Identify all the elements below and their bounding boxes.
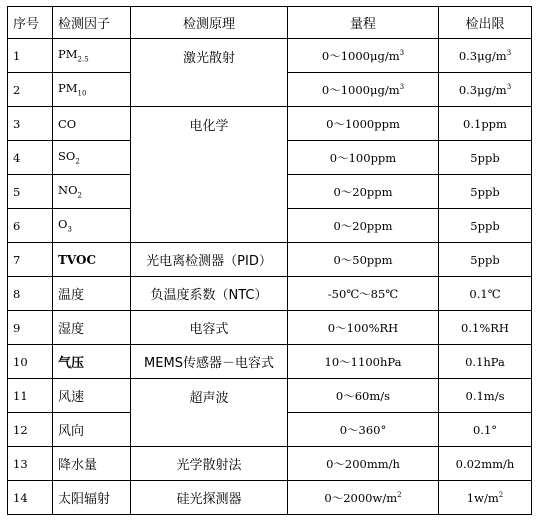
table-row <box>8 345 532 379</box>
cell-factor: 风速 <box>53 379 131 413</box>
cell-range: 0～1000ppm <box>288 107 439 141</box>
cell-no: 2 <box>8 73 53 107</box>
cell-factor: 风向 <box>53 413 131 447</box>
cell-limit: 5ppb <box>439 209 532 243</box>
table-header-row <box>8 7 532 39</box>
cell-factor: $SO_2$ <box>53 141 131 175</box>
cell-limit: 0.1hPa <box>439 345 532 379</box>
cell-no: 10 <box>8 345 53 379</box>
cell-limit: 0.1℃ <box>439 277 532 311</box>
header-range: 量程 <box>288 7 439 39</box>
table-row <box>8 243 532 277</box>
cell-no: 6 <box>8 209 53 243</box>
cell-factor: 太阳辐射 <box>53 481 131 515</box>
cell-range: 10～1100hPa <box>288 345 439 379</box>
cell-limit: $0.3\mu g/m^3$ <box>439 73 532 107</box>
cell-range: $0\sim 1000\mu g/m^3$ <box>288 73 439 107</box>
cell-factor: 温度 <box>53 277 131 311</box>
cell-limit: 5ppb <box>439 175 532 209</box>
cell-range: -50℃～85℃ <box>288 277 439 311</box>
cell-principle-pid: 光电离检测器（PID） <box>131 243 288 277</box>
cell-no: 11 <box>8 379 53 413</box>
cell-range: 0～360° <box>288 413 439 447</box>
cell-factor: $PM_{10}$ <box>53 73 131 107</box>
cell-no: 5 <box>8 175 53 209</box>
table-row <box>8 311 532 345</box>
table-row <box>8 481 532 515</box>
cell-factor: 降水量 <box>53 447 131 481</box>
cell-limit: 5ppb <box>439 243 532 277</box>
cell-limit: $1w/m^2$ <box>439 481 532 515</box>
cell-no: 8 <box>8 277 53 311</box>
header-principle: 检测原理 <box>131 7 288 39</box>
cell-factor: $O_3$ <box>53 209 131 243</box>
cell-factor: TVOC <box>53 243 131 277</box>
table-row <box>8 107 532 141</box>
cell-no: 12 <box>8 413 53 447</box>
cell-factor: 湿度 <box>53 311 131 345</box>
cell-limit: 5ppb <box>439 141 532 175</box>
cell-no: 7 <box>8 243 53 277</box>
cell-no: 1 <box>8 39 53 73</box>
spec-table-container <box>7 6 532 515</box>
cell-limit: $0.3\mu g/m^3$ <box>439 39 532 73</box>
cell-principle-laser: 激光散射 <box>131 39 288 107</box>
cell-range: 0～20ppm <box>288 175 439 209</box>
cell-range: 0～100%RH <box>288 311 439 345</box>
cell-limit: 0.1° <box>439 413 532 447</box>
cell-range: $0\sim 2000w/m^2$ <box>288 481 439 515</box>
cell-limit: 0.1ppm <box>439 107 532 141</box>
cell-principle-electrochemical: 电化学 <box>131 107 288 243</box>
cell-no: 9 <box>8 311 53 345</box>
sensor-spec-table <box>7 6 532 515</box>
cell-limit: 0.1%RH <box>439 311 532 345</box>
cell-no: 4 <box>8 141 53 175</box>
cell-principle-capacitive: 电容式 <box>131 311 288 345</box>
cell-factor: CO <box>53 107 131 141</box>
cell-no: 3 <box>8 107 53 141</box>
header-limit: 检出限 <box>439 7 532 39</box>
cell-range: $0\sim 1000\mu g/m^3$ <box>288 39 439 73</box>
cell-principle-mems: MEMS传感器－电容式 <box>131 345 288 379</box>
table-row <box>8 277 532 311</box>
table-row <box>8 447 532 481</box>
cell-principle-ntc: 负温度系数（NTC） <box>131 277 288 311</box>
cell-limit: 0.1m/s <box>439 379 532 413</box>
cell-range: 0～100ppm <box>288 141 439 175</box>
cell-factor: $NO_2$ <box>53 175 131 209</box>
cell-limit: 0.02mm/h <box>439 447 532 481</box>
cell-principle-ultrasonic: 超声波 <box>131 379 288 447</box>
cell-range: 0～20ppm <box>288 209 439 243</box>
cell-principle-silicon: 硅光探测器 <box>131 481 288 515</box>
cell-range: 0～50ppm <box>288 243 439 277</box>
cell-no: 13 <box>8 447 53 481</box>
cell-no: 14 <box>8 481 53 515</box>
table-row <box>8 39 532 73</box>
cell-factor: $PM_{2.5}$ <box>53 39 131 73</box>
header-factor: 检测因子 <box>53 7 131 39</box>
header-no: 序号 <box>8 7 53 39</box>
table-row <box>8 379 532 413</box>
cell-principle-optical: 光学散射法 <box>131 447 288 481</box>
cell-factor: 气压 <box>53 345 131 379</box>
cell-range: 0～200mm/h <box>288 447 439 481</box>
cell-range: 0～60m/s <box>288 379 439 413</box>
